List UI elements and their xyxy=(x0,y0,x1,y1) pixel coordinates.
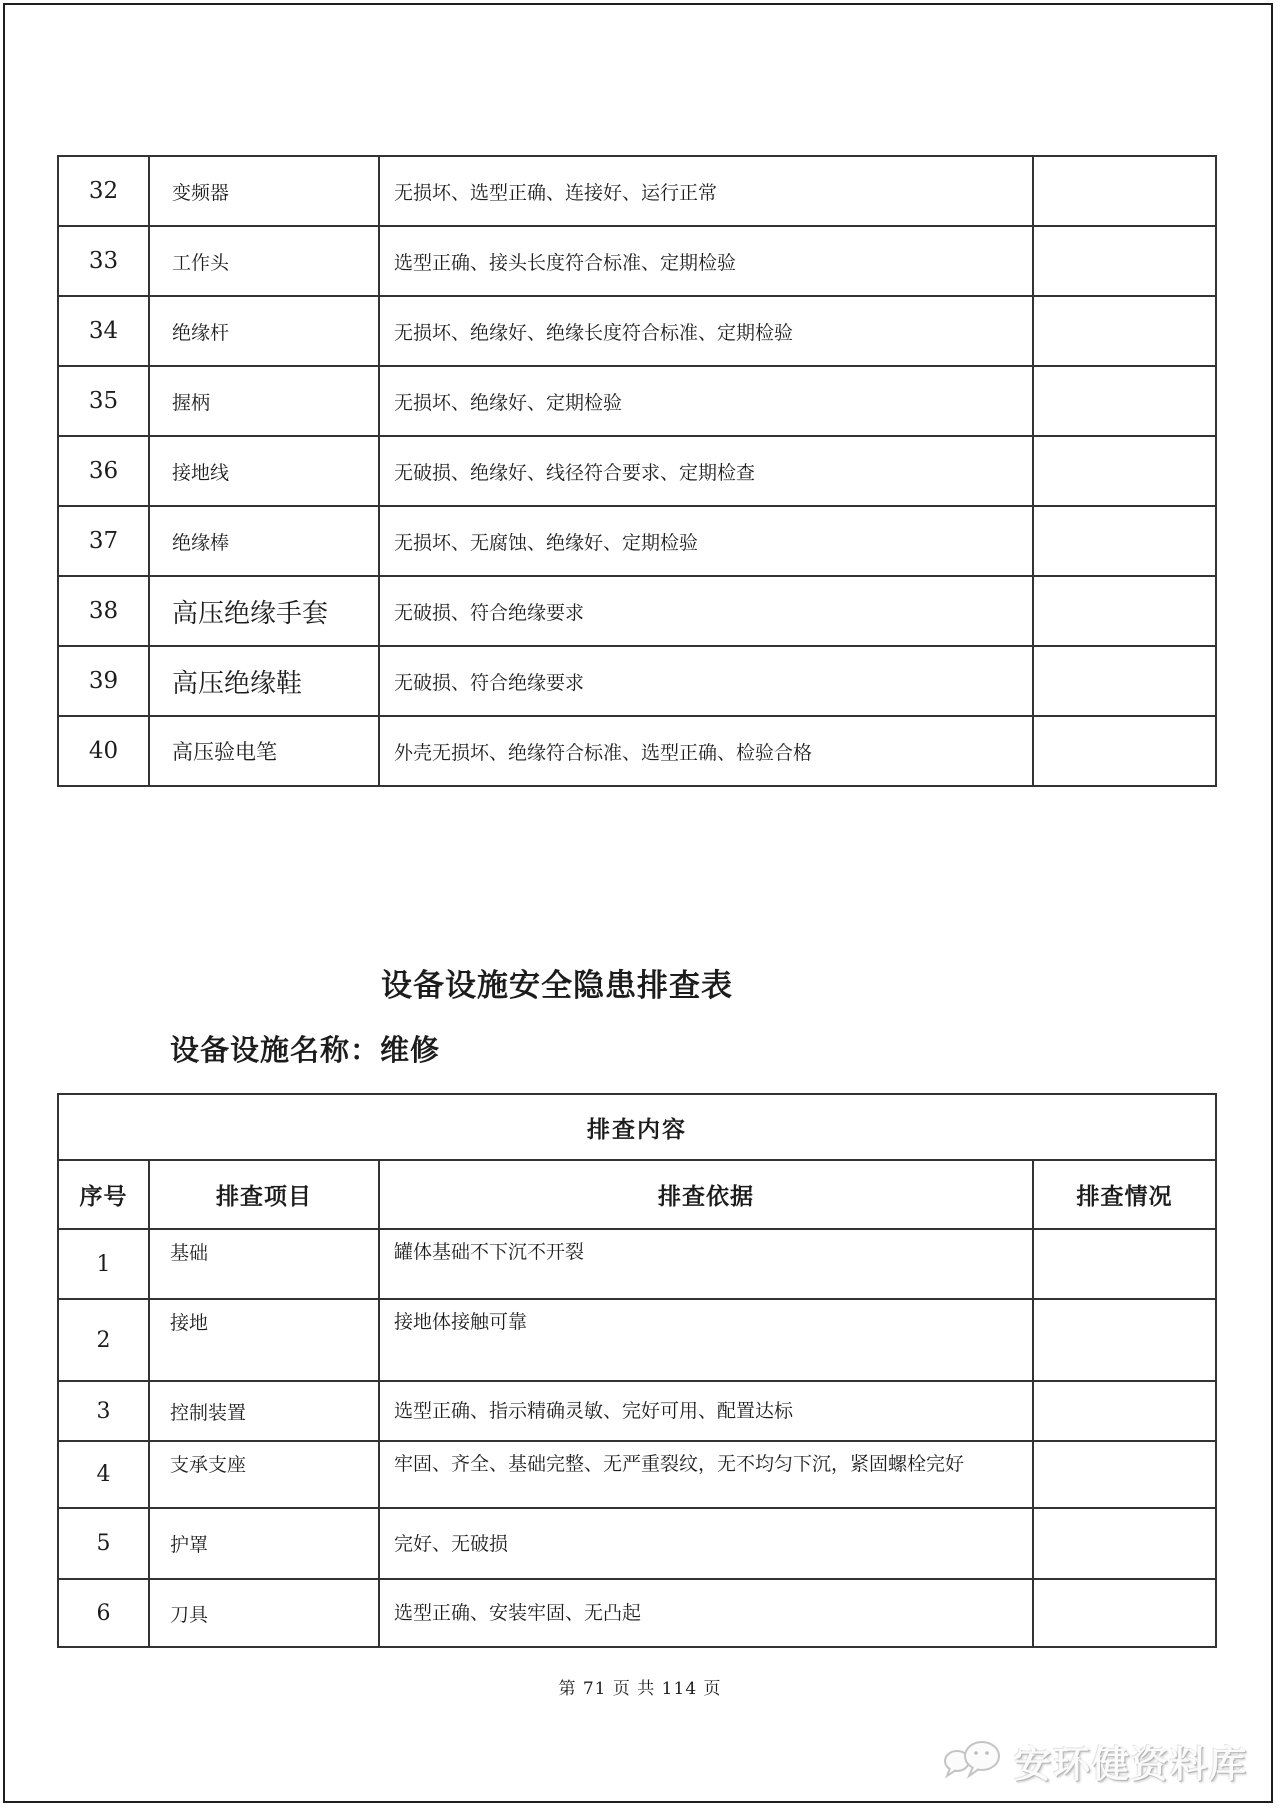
row-number: 3 xyxy=(58,1381,149,1441)
item-name: 基础 xyxy=(149,1229,379,1299)
status-cell xyxy=(1033,156,1216,226)
criteria-text: 无损坏、绝缘好、定期检验 xyxy=(379,366,1033,436)
criteria-text: 无破损、绝缘好、线径符合要求、定期检查 xyxy=(379,436,1033,506)
table-row xyxy=(58,506,1216,576)
table-row xyxy=(58,1299,1216,1381)
column-header-status: 排查情况 xyxy=(1033,1160,1216,1229)
status-cell xyxy=(1033,1229,1216,1299)
table-row xyxy=(58,576,1216,646)
item-name: 高压绝缘手套 xyxy=(149,576,379,646)
row-number: 32 xyxy=(58,156,149,226)
row-number: 1 xyxy=(58,1229,149,1299)
status-cell xyxy=(1033,1381,1216,1441)
status-cell xyxy=(1033,1299,1216,1381)
row-number: 38 xyxy=(58,576,149,646)
table-header-row xyxy=(58,1094,1216,1160)
row-number: 4 xyxy=(58,1441,149,1508)
criteria-text: 罐体基础不下沉不开裂 xyxy=(379,1229,1033,1299)
status-cell xyxy=(1033,1508,1216,1579)
item-name: 护罩 xyxy=(149,1508,379,1579)
table-row xyxy=(58,1508,1216,1579)
row-number: 2 xyxy=(58,1299,149,1381)
item-name: 高压验电笔 xyxy=(149,716,379,786)
criteria-text: 外壳无损坏、绝缘符合标准、选型正确、检验合格 xyxy=(379,716,1033,786)
criteria-text: 无破损、符合绝缘要求 xyxy=(379,646,1033,716)
item-name: 变频器 xyxy=(149,156,379,226)
table-row xyxy=(58,1579,1216,1647)
page-title: 设备设施安全隐患排查表 xyxy=(381,968,733,1003)
table-row xyxy=(58,1381,1216,1441)
table-row xyxy=(58,296,1216,366)
row-number: 5 xyxy=(58,1508,149,1579)
item-name: 支承支座 xyxy=(149,1441,379,1508)
row-number: 6 xyxy=(58,1579,149,1647)
chat-bubbles-icon xyxy=(942,1734,1004,1788)
table-row xyxy=(58,366,1216,436)
hazard-inspection-table xyxy=(57,1093,1217,1648)
table-header-row xyxy=(58,1160,1216,1229)
criteria-text: 选型正确、指示精确灵敏、完好可用、配置达标 xyxy=(379,1381,1033,1441)
column-header-no: 序号 xyxy=(58,1160,149,1229)
criteria-text: 完好、无破损 xyxy=(379,1508,1033,1579)
status-cell xyxy=(1033,1441,1216,1508)
criteria-text: 选型正确、安装牢固、无凸起 xyxy=(379,1579,1033,1647)
item-name: 工作头 xyxy=(149,226,379,296)
criteria-text: 接地体接触可靠 xyxy=(379,1299,1033,1381)
row-number: 40 xyxy=(58,716,149,786)
status-cell xyxy=(1033,506,1216,576)
criteria-text: 无损坏、选型正确、连接好、运行正常 xyxy=(379,156,1033,226)
table-row xyxy=(58,226,1216,296)
table-row xyxy=(58,1229,1216,1299)
item-name: 刀具 xyxy=(149,1579,379,1647)
status-cell xyxy=(1033,226,1216,296)
item-name: 绝缘杆 xyxy=(149,296,379,366)
status-cell xyxy=(1033,366,1216,436)
item-name: 绝缘棒 xyxy=(149,506,379,576)
item-name: 握柄 xyxy=(149,366,379,436)
equipment-name-label: 设备设施名称：维修 xyxy=(170,1035,441,1067)
row-number: 33 xyxy=(58,226,149,296)
item-name: 接地线 xyxy=(149,436,379,506)
status-cell xyxy=(1033,1579,1216,1647)
criteria-text: 无损坏、绝缘好、绝缘长度符合标准、定期检验 xyxy=(379,296,1033,366)
table-row xyxy=(58,1441,1216,1508)
criteria-text: 无损坏、无腐蚀、绝缘好、定期检验 xyxy=(379,506,1033,576)
table-row xyxy=(58,646,1216,716)
status-cell xyxy=(1033,646,1216,716)
row-number: 39 xyxy=(58,646,149,716)
item-name: 高压绝缘鞋 xyxy=(149,646,379,716)
table-row xyxy=(58,156,1216,226)
status-cell xyxy=(1033,716,1216,786)
criteria-text: 选型正确、接头长度符合标准、定期检验 xyxy=(379,226,1033,296)
column-header-item: 排查项目 xyxy=(149,1160,379,1229)
status-cell xyxy=(1033,436,1216,506)
watermark xyxy=(942,1734,1248,1788)
row-number: 34 xyxy=(58,296,149,366)
status-cell xyxy=(1033,296,1216,366)
inspection-table-continued xyxy=(57,155,1217,787)
criteria-text: 牢固、齐全、基础完整、无严重裂纹，无不均匀下沉，紧固螺栓完好 xyxy=(379,1441,1033,1508)
table-row xyxy=(58,436,1216,506)
item-name: 控制装置 xyxy=(149,1381,379,1441)
row-number: 36 xyxy=(58,436,149,506)
page-number: 第 71 页 共 114 页 xyxy=(558,1679,722,1699)
watermark-label: 安环健资料库 xyxy=(1014,1744,1248,1785)
content-header: 排查内容 xyxy=(58,1094,1216,1160)
item-name: 接地 xyxy=(149,1299,379,1381)
criteria-text: 无破损、符合绝缘要求 xyxy=(379,576,1033,646)
row-number: 37 xyxy=(58,506,149,576)
status-cell xyxy=(1033,576,1216,646)
row-number: 35 xyxy=(58,366,149,436)
column-header-basis: 排查依据 xyxy=(379,1160,1033,1229)
table-row xyxy=(58,716,1216,786)
